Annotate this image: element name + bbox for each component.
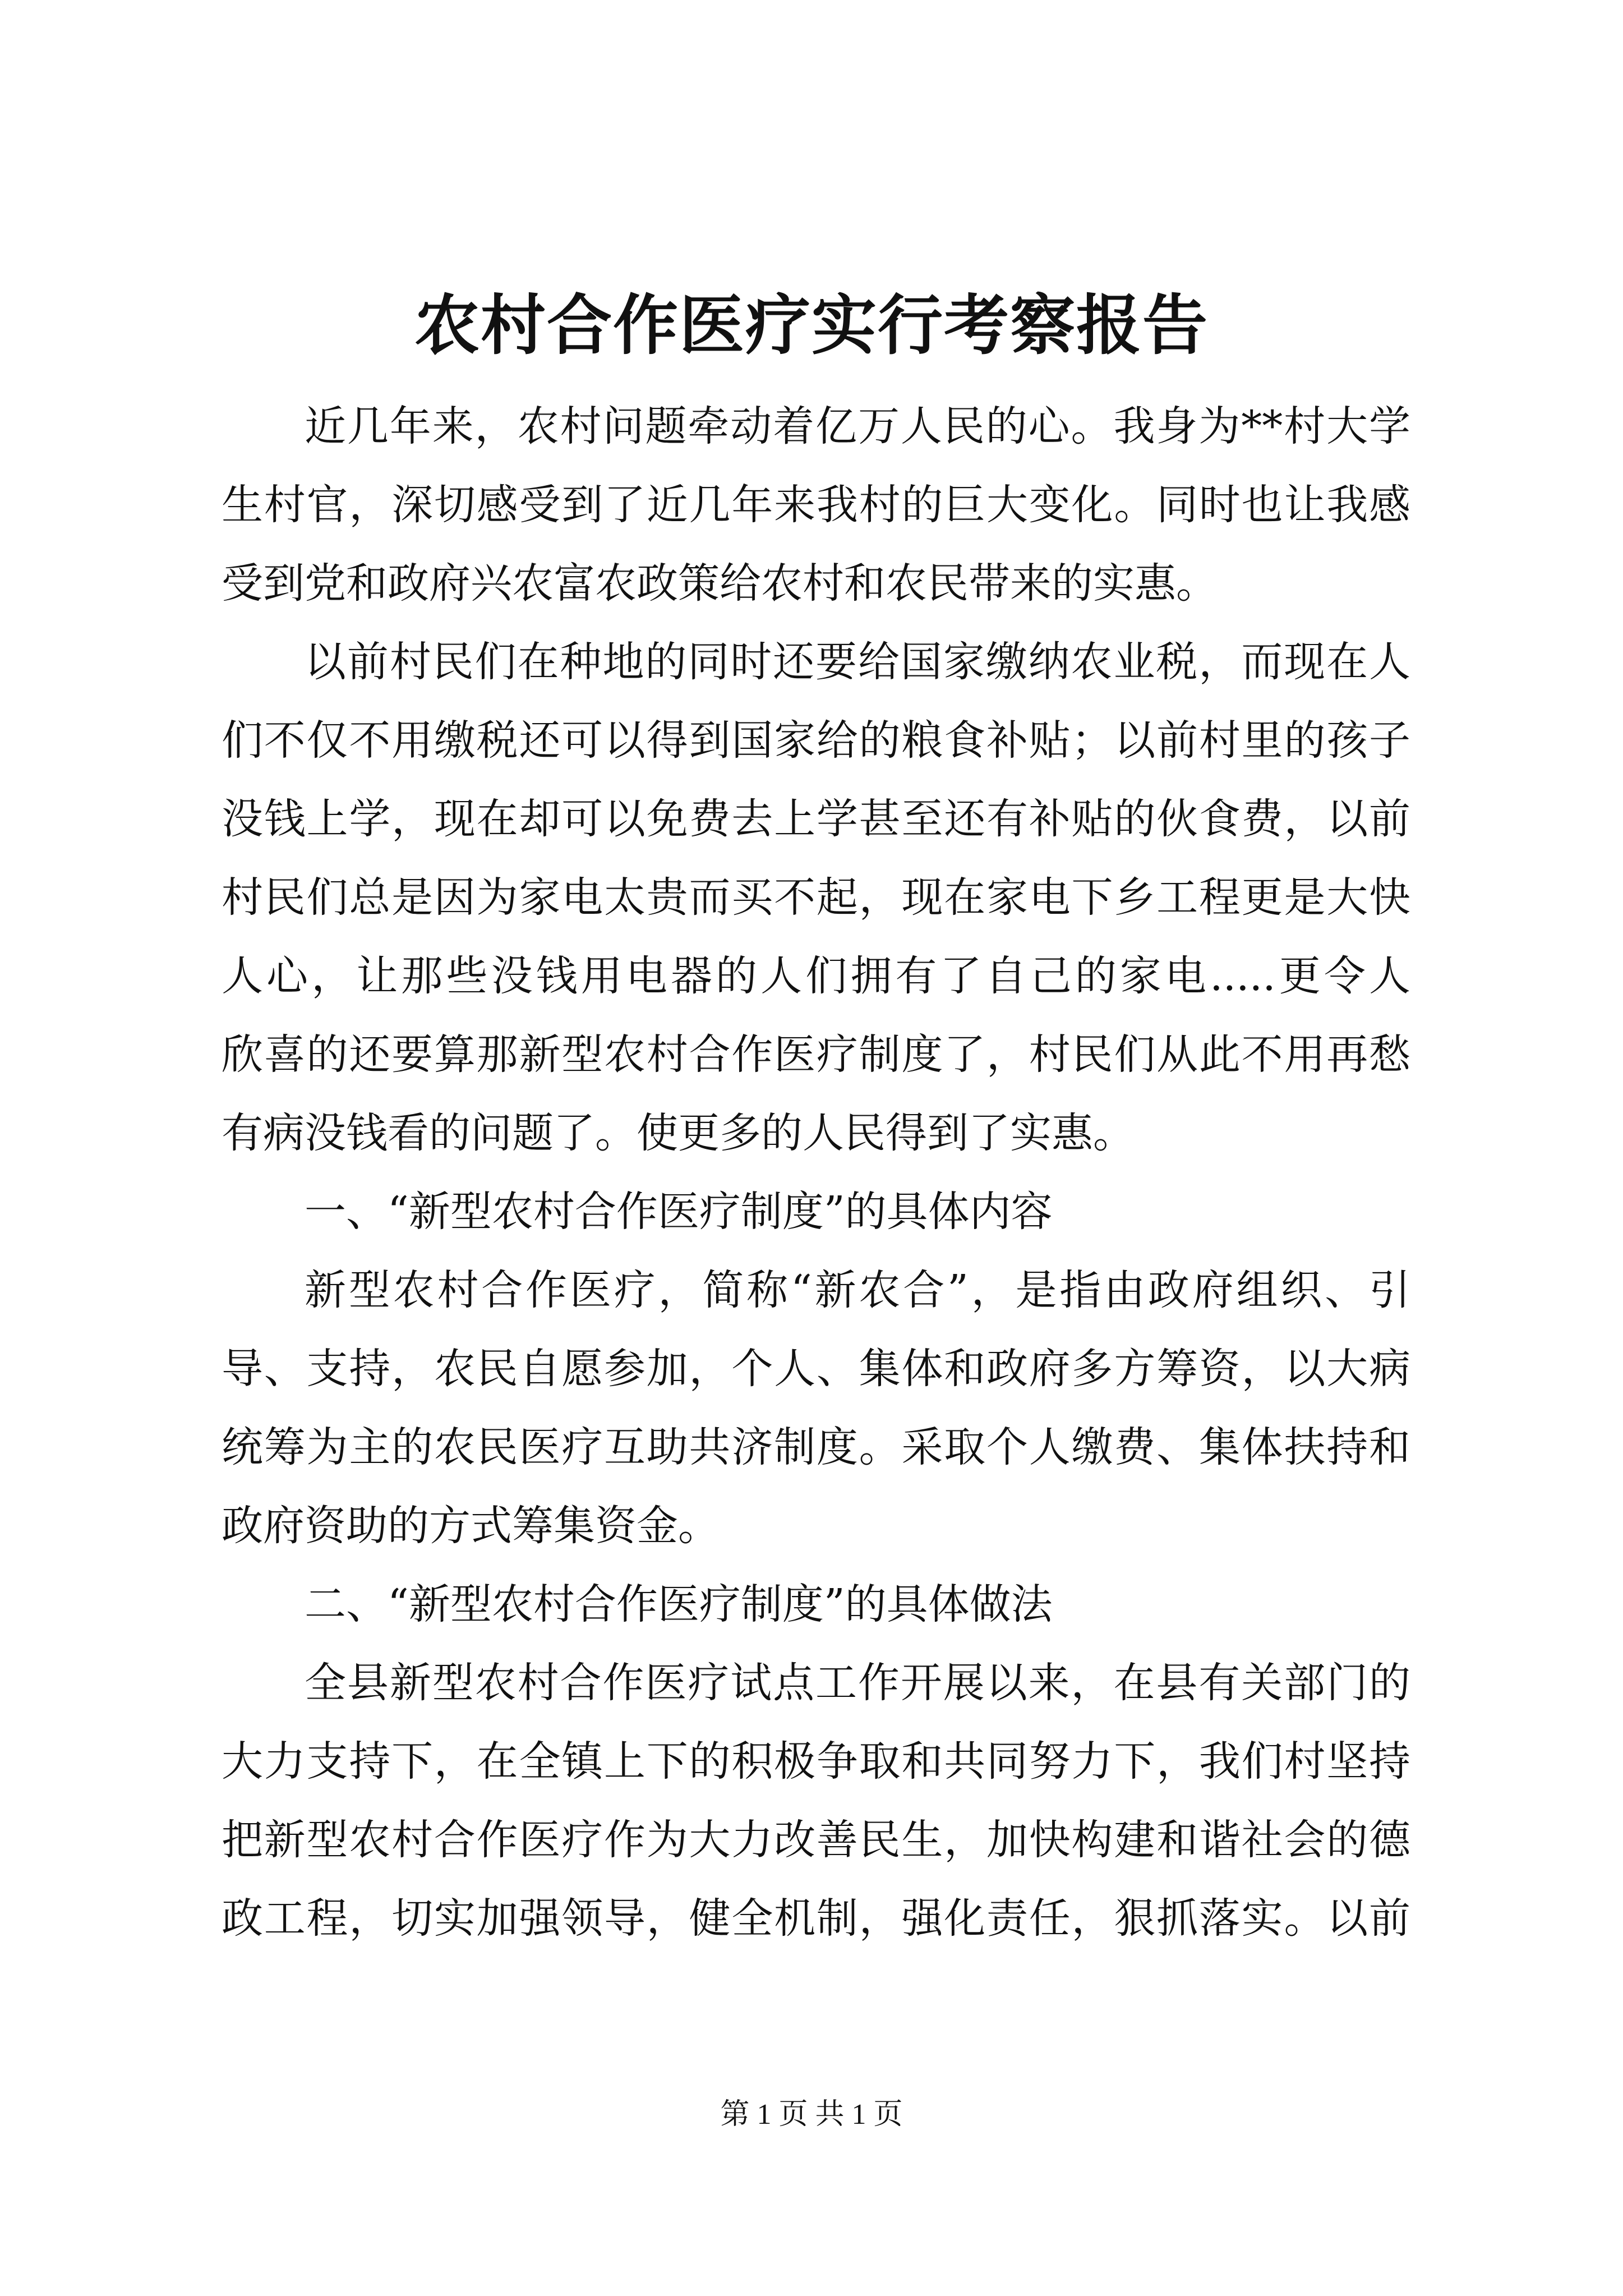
page-footer: 第 1 页 共 1 页 <box>720 2099 903 2131</box>
paragraph-2-line-1: 以前村民们在种地的同时还要给国家缴纳农业税，而现在人 <box>305 638 1410 686</box>
paragraph-4-line-1: 全县新型农村合作医疗试点工作开展以来，在县有关部门的 <box>305 1659 1410 1707</box>
paragraph-4-line-2: 大力支持下，在全镇上下的积极争取和共同努力下，我们村坚持 <box>222 1737 1410 1786</box>
paragraph-1-line-2: 生村官，深切感受到了近几年来我村的巨大变化。同时也让我感 <box>222 481 1410 529</box>
paragraph-1-line-3: 受到党和政府兴农富农政策给农村和农民带来的实惠。 <box>222 559 1218 608</box>
paragraph-4-line-4: 政工程，切实加强领导，健全机制，强化责任，狠抓落实。以前 <box>222 1894 1410 1943</box>
paragraph-1-line-1: 近几年来，农村问题牵动着亿万人民的心。我身为**村大学 <box>305 402 1410 450</box>
paragraph-2-line-7: 有病没钱看的问题了。使更多的人民得到了实惠。 <box>222 1109 1135 1157</box>
section-heading-1: 一、“新型农村合作医疗制度”的具体内容 <box>305 1188 1053 1236</box>
paragraph-3-line-4: 政府资助的方式筹集资金。 <box>222 1502 720 1550</box>
document-body <box>222 387 1410 1958</box>
section-heading-2: 二、“新型农村合作医疗制度”的具体做法 <box>305 1580 1053 1628</box>
paragraph-2-line-2: 们不仅不用缴税还可以得到国家给的粮食补贴；以前村里的孩子 <box>222 716 1410 765</box>
paragraph-2-line-4: 村民们总是因为家电太贵而买不起，现在家电下乡工程更是大快 <box>222 873 1410 922</box>
document-title: 农村合作医疗实行考察报告 <box>414 287 1209 364</box>
paragraph-4-line-3: 把新型农村合作医疗作为大力改善民生，加快构建和谐社会的德 <box>222 1816 1410 1864</box>
paragraph-3-line-2: 导、支持，农民自愿参加，个人、集体和政府多方筹资，以大病 <box>222 1345 1410 1393</box>
paragraph-3-line-3: 统筹为主的农民医疗互助共济制度。采取个人缴费、集体扶持和 <box>222 1423 1410 1471</box>
paragraph-3-line-1: 新型农村合作医疗，简称“新农合”，是指由政府组织、引 <box>305 1266 1410 1314</box>
paragraph-2-line-3: 没钱上学，现在却可以免费去上学甚至还有补贴的伙食费，以前 <box>222 795 1410 843</box>
paragraph-2-line-5: 人心，让那些没钱用电器的人们拥有了自己的家电.....更令人 <box>222 952 1410 1000</box>
paragraph-2-line-6: 欣喜的还要算那新型农村合作医疗制度了，村民们从此不用再愁 <box>222 1030 1410 1079</box>
